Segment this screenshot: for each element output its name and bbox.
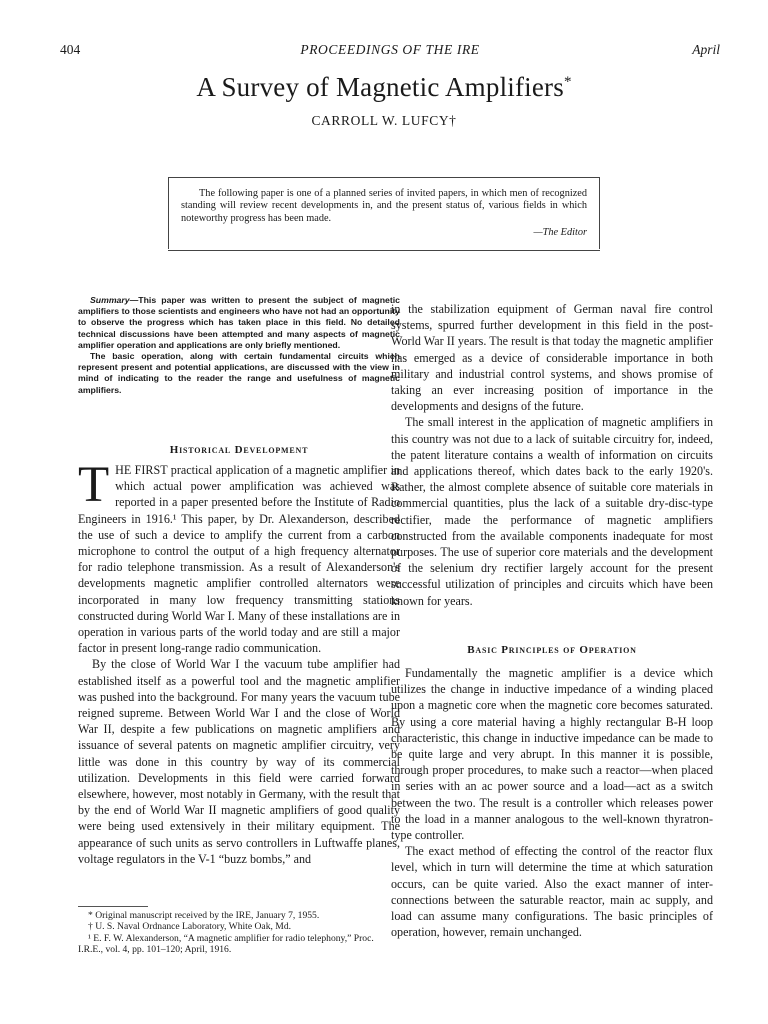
running-head: [60, 42, 720, 60]
author-name: CARROLL W. LUFCY†: [311, 113, 457, 128]
footnote-divider: [78, 906, 148, 907]
footnote-3: ¹ E. F. W. Alexanderson, “A magnetic amplifier for radio telephony,” Proc. I.R.E., vol. 4, pp. 101–120; April, 1916.: [78, 932, 374, 956]
issue-month: April: [692, 42, 720, 57]
left-column-body: [78, 457, 400, 867]
title-footnote-mark: *: [563, 74, 572, 90]
section-heading-historical: Historical Development: [169, 444, 309, 456]
summary-label: Summary: [90, 295, 130, 305]
body-paragraph: Fundamentally the magnetic amplifier is a device which utilizes the change in inductive impedance of a winding placed upon a magnetic core when the magnetic core becomes saturated. By using a core material having a highly rectangular B-H loop characteristic, this change in inductive impedance can be made to be quite large and very abrupt. In this manner it is possible, through proper procedures, to make such a reactor—when placed in series with an ac power source and a load—act as a switch between the two. The result is a controller which releases power to the load in a manner analogous to the well-known thyratron-type controller.: [391, 666, 713, 843]
right-column-body-top: [391, 301, 713, 609]
body-paragraph: The exact method of effecting the control of the reactor flux level, which in turn will determine the time at which saturation occurs, can be quite varied. Also the exact manner of inter-connections between the saturable reactor, main ac supply, and load can assume many configurations. The basic principles of operation, however, remain unchanged.: [391, 844, 713, 940]
article-title-text: A Survey of Magnetic Amplifiers: [196, 72, 564, 102]
body-paragraph: The small interest in the application of magnetic amplifiers in this country was not due to a lack of suitable circuitry for, indeed, the patent literature contains a wealth of information on circuits and applications thereof, which dates back to the early 1920's. Rather, the almost complete absence of suitable core materials in commercial quantities, plus the lack of a suitable dry-disc-type rectifier, made the performance of magnetic amplifiers constructed from the available components inadequate for most purposes. The use of superior core materials and the development of the selenium dry rectifier largely account for the present successful utilization of principles and circuits which have been known for years.: [391, 415, 713, 608]
editor-note-box: [168, 177, 600, 249]
footnote-1: * Original manuscript received by the IRE, January 7, 1955.: [88, 910, 320, 921]
summary-paragraph-1: —This paper was written to present the subject of magnetic amplifiers to those scientists and engineers who have not had an opportunity to observe the progress which has taken place in this field. No detailed technical discussions have been attempted and many aspects of magnetic amplifier operation and applications are only briefly mentioned.: [78, 295, 400, 350]
journal-name: PROCEEDINGS OF THE IRE: [300, 42, 480, 57]
summary-paragraph-2: The basic operation, along with certain fundamental circuits which represent present and potential applications, are discussed with the view in mind of indicating to the reader the range and usefulness of magnetic amplifiers.: [78, 351, 400, 395]
body-paragraph: By the close of World War I the vacuum tube amplifier had established itself as a powerful tool and the magnetic amplifier was pushed into the background. For many years the vacuum tube reigned supreme. Between World War I and the close of World War II, despite a few publications on magnetic amplifiers and issuance of several patents on magnetic amplifier circuitry, very little was done in this country by way of its commercial utilization. Developments in this field were carried forward elsewhere, however, most notably in Germany, with the result that by the end of World War II magnetic amplifiers of good quality were being used extensively in their military equipment. The appearance of such units as servo controllers in Luftwaffe planes, voltage regulators in the V-1 “buzz bombs,” and: [78, 657, 400, 866]
body-paragraph: [78, 457, 400, 656]
paragraph-text: HE FIRST practical application of a magnetic amplifier in which actual power amplification was achieved was reported in a paper presented before the Institute of Radio Engineers in 1916.¹ This paper, by Dr. Alexanderson, described the use of such a device to amplify the current from a carbon microphone to control the output of a high frequency alternator for radio telephone transmission. As a result of Alexanderson's developments magnetic amplifier controlled alternators were incorporated in many low frequency transmitting stations constructed during World War I. Many of these installations are in operation in various parts of the world today and are still a major factor in present long-range radio communication.: [78, 463, 400, 656]
drop-cap: T: [78, 457, 110, 513]
editor-note-text: The following paper is one of a planned series of invited papers, in which men of recognized standing will review recent developments in, and the present status of, various fields in which noteworthy progress has been made.: [181, 188, 587, 224]
footnotes: [78, 910, 400, 956]
article-title: [0, 72, 768, 103]
summary-abstract: [78, 295, 400, 396]
page-number: 404: [60, 42, 81, 57]
section-heading-basic-principles: Basic Principles of Operation: [467, 644, 637, 656]
right-column-body-bottom: [391, 665, 713, 940]
body-paragraph: in the stabilization equipment of German naval fire control systems, spurred further development in this field in the post-World War II years. The result is that today the magnetic amplifier has emerged as a device of considerable importance in both military and industrial control systems, and shows promise of taking an ever increasing position of importance in the developments and designs of the future.: [391, 302, 713, 414]
footnote-2: † U. S. Naval Ordnance Laboratory, White Oak, Md.: [88, 921, 292, 933]
editor-signature: —The Editor: [533, 227, 587, 239]
